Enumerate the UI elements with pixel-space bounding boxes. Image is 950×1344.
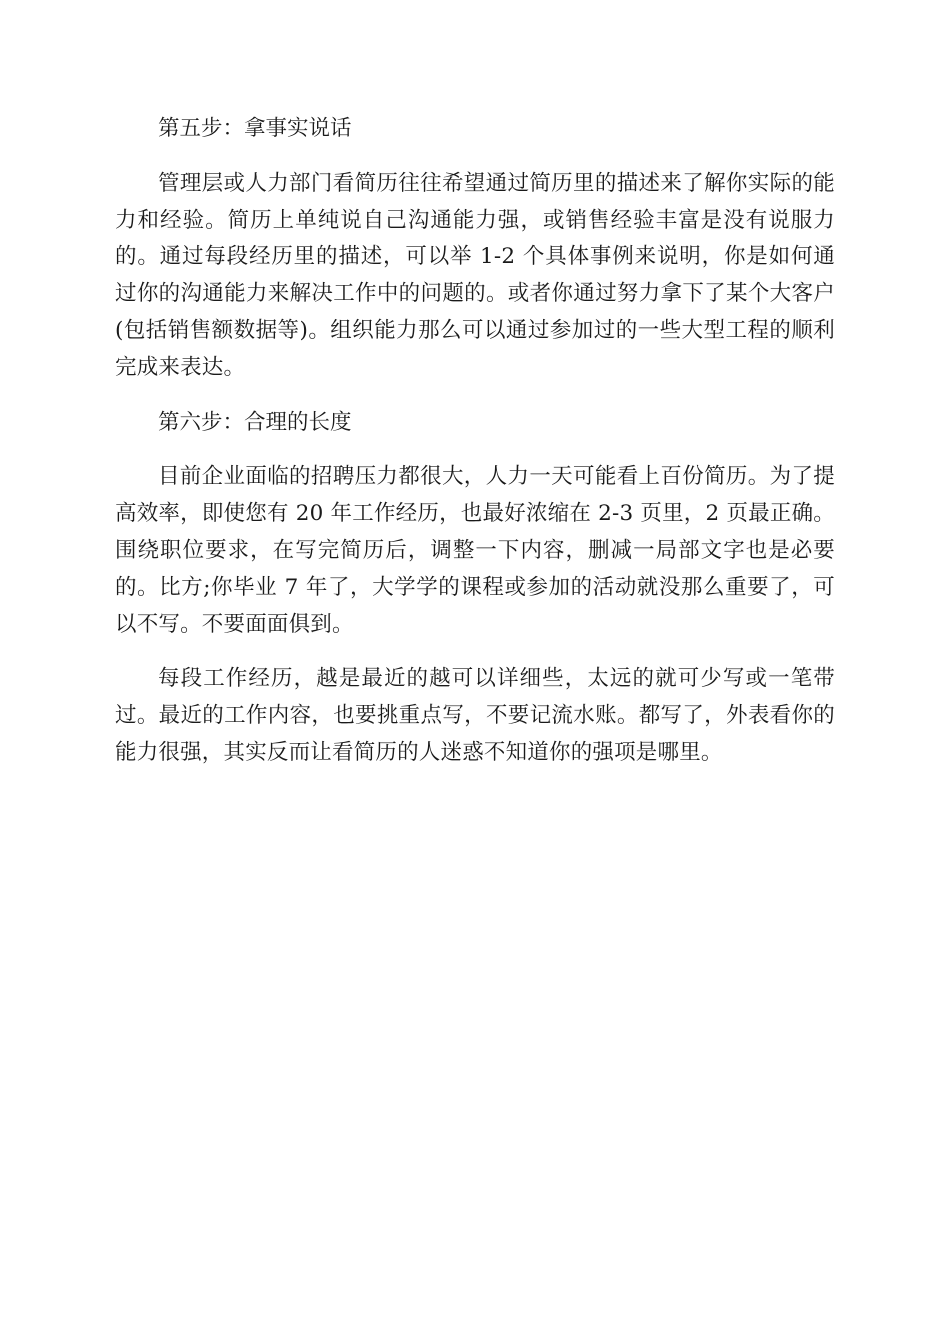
section-heading-step6: 第六步：合理的长度: [158, 409, 352, 435]
section-heading-step5: 第五步：拿事实说话: [158, 116, 352, 141]
paragraph-step6-experience: 每段工作经历，越是最近的越可以详细些，太远的就可少写或一笔带过。最近的工作内容，也要挑重点写，不要记流水账。都写了，外表看你的能力很强，其实反而让看简历的人迷惑不知道你的强项是哪里。: [115, 666, 835, 765]
paragraph-step6-length: 目前企业面临的招聘压力都很大，人力一天可能看上百份简历。为了提高效率，即使您有 20 年工作经历，也最好浓缩在 2-3 页里，2 页最正确。围绕职位要求，在写完简历后，调整一下内容，删减一局部文字也是必要的。比方;你毕业 7 年了，大学学的课程或参加的活动就没那么重要了，可以不写。不要面面俱到。: [115, 464, 835, 637]
paragraph-step5-facts: 管理层或人力部门看简历往往希望通过简历里的描述来了解你实际的能力和经验。简历上单纯说自己沟通能力强，或销售经验丰富是没有说服力的。通过每段经历里的描述，可以举 1-2 个具体事例来说明，你是如何通过你的沟通能力来解决工作中的问题的。或者你通过努力拿下了某个大客户(包括销售额数据等)。组织能力那么可以通过参加过的一些大型工程的顺利完成来表达。: [115, 170, 835, 380]
document-body: [115, 111, 835, 790]
